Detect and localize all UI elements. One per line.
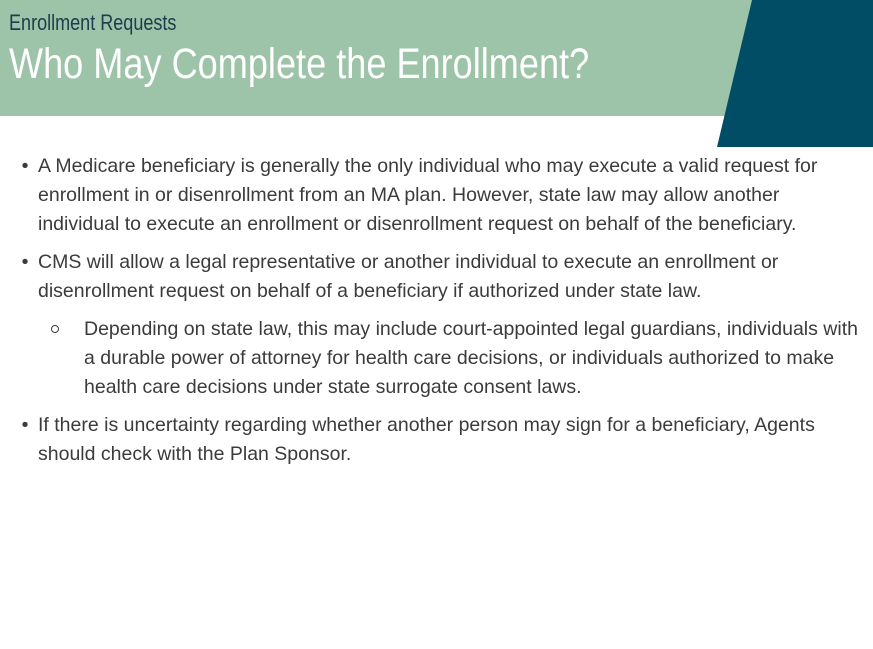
- bullet-text: If there is uncertainty regarding whether another person may sign for a beneficiary, Agents should check with the Plan Sponsor.: [38, 414, 815, 465]
- bullet-item: [18, 411, 858, 469]
- sub-bullet-item: [18, 315, 858, 402]
- sub-bullet-circle-icon: [51, 325, 59, 333]
- slide-title: Who May Complete the Enrollment?: [9, 40, 590, 88]
- bullet-item: [18, 248, 858, 306]
- bullet-dot-icon: •: [21, 414, 29, 436]
- bullet-item: [18, 152, 858, 239]
- bullet-dot-icon: •: [21, 155, 29, 177]
- section-label: Enrollment Requests: [9, 10, 177, 35]
- bullet-text: A Medicare beneficiary is generally the only individual who may execute a valid request for enrollment in or disenrollment from an MA plan. However, state law may allow another individual to execute an enrollment or disenrollment request on behalf of the beneficiary.: [38, 155, 818, 235]
- accent-parallelogram: [717, 0, 873, 147]
- bullet-text: CMS will allow a legal representative or another individual to execute an enrollment or disenrollment request on behalf of a beneficiary if authorized under state law.: [38, 251, 779, 302]
- bullet-list: [18, 152, 858, 478]
- sub-bullet-text: Depending on state law, this may include court-appointed legal guardians, individuals with a durable power of attorney for health care decisions, or individuals authorized to make health care decisions under state surrogate consent laws.: [84, 318, 858, 398]
- bullet-dot-icon: •: [21, 251, 29, 273]
